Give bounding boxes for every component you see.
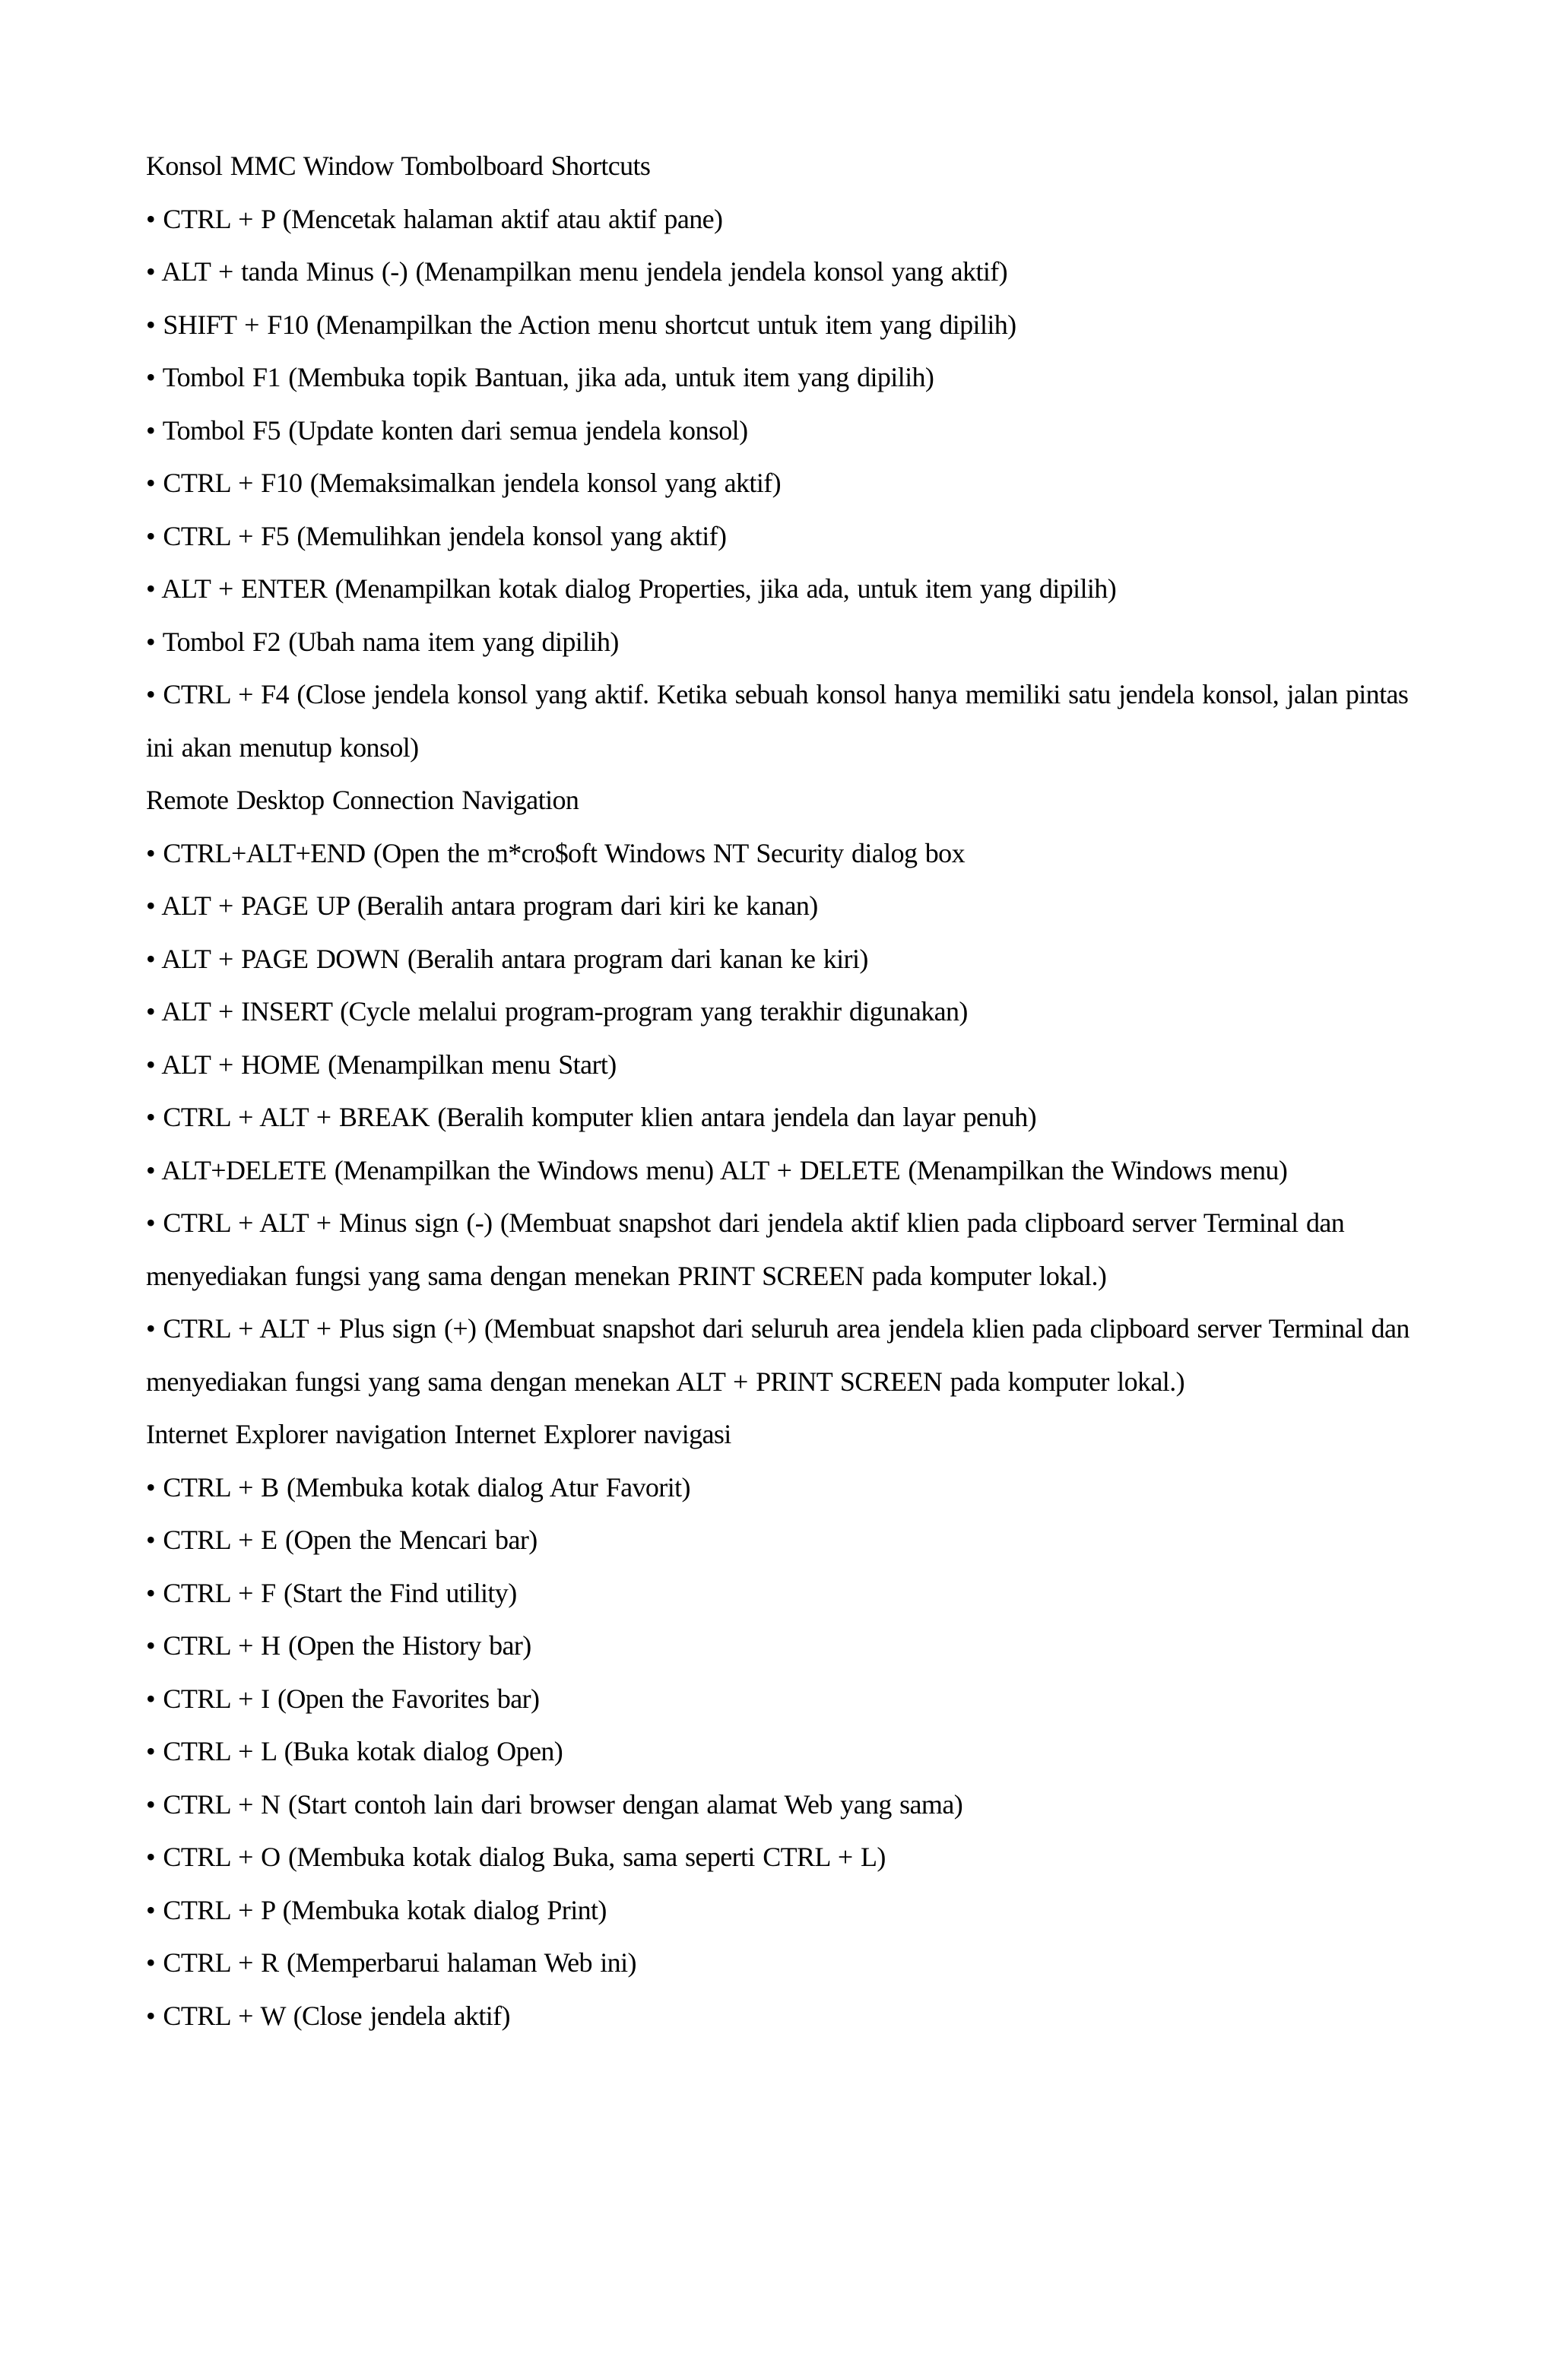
section-mmc (146, 140, 1431, 774)
list-item: • ALT + PAGE UP (Beralih antara program dari kiri ke kanan) (146, 890, 818, 921)
section-internet-explorer (146, 1408, 1431, 2042)
list-item: • CTRL + N (Start contoh lain dari browser dengan alamat Web yang sama) (146, 1788, 963, 1820)
list-item: • ALT + ENTER (Menampilkan kotak dialog Properties, jika ada, untuk item yang dipilih) (146, 573, 1117, 604)
document-page (146, 140, 1431, 2042)
list-item: • CTRL + ALT + Plus sign (+) (Membuat snapshot dari seluruh area jendela klien pada clipboard server Terminal dan menyediakan fungsi yang sama dengan menekan ALT + PRINT SCREEN pada komputer lokal.) (146, 1313, 1410, 1397)
list-item: • CTRL+ALT+END (Open the m*cro$oft Windows NT Security dialog box (146, 837, 965, 868)
list-item: • Tombol F2 (Ubah nama item yang dipilih) (146, 626, 619, 657)
list-item: • CTRL + I (Open the Favorites bar) (146, 1683, 540, 1714)
list-item: • CTRL + L (Buka kotak dialog Open) (146, 1736, 563, 1766)
section-heading: Remote Desktop Connection Navigation (146, 785, 579, 815)
section-heading: Konsol MMC Window Tombolboard Shortcuts (146, 151, 651, 181)
section-remote-desktop (146, 774, 1431, 1408)
list-item: • Tombol F1 (Membuka topik Bantuan, jika ada, untuk item yang dipilih) (146, 362, 934, 392)
list-item: • CTRL + P (Mencetak halaman aktif atau aktif pane) (146, 203, 723, 234)
list-item: • CTRL + F (Start the Find utility) (146, 1577, 517, 1608)
list-item: • CTRL + W (Close jendela aktif) (146, 2000, 510, 2031)
list-item: • CTRL + ALT + BREAK (Beralih komputer klien antara jendela dan layar penuh) (146, 1102, 1036, 1132)
list-item: • ALT + HOME (Menampilkan menu Start) (146, 1049, 617, 1080)
list-item: • CTRL + ALT + Minus sign (-) (Membuat snapshot dari jendela aktif klien pada clipboard server Terminal dan menyediakan fungsi yang sama dengan menekan PRINT SCREEN pada komputer lokal.) (146, 1207, 1345, 1291)
list-item: • CTRL + O (Membuka kotak dialog Buka, sama seperti CTRL + L) (146, 1842, 886, 1872)
list-item: • SHIFT + F10 (Menampilkan the Action menu shortcut untuk item yang dipilih) (146, 309, 1016, 340)
list-item: • ALT + tanda Minus (-) (Menampilkan menu jendela jendela konsol yang aktif) (146, 256, 1008, 287)
section-heading: Internet Explorer navigation Internet Explorer navigasi (146, 1419, 731, 1449)
list-item: • CTRL + F4 (Close jendela konsol yang aktif. Ketika sebuah konsol hanya memiliki satu jendela konsol, jalan pintas ini akan menutup konsol) (146, 679, 1409, 763)
list-item: • CTRL + R (Memperbarui halaman Web ini) (146, 1947, 636, 1978)
list-item: • Tombol F5 (Update konten dari semua jendela konsol) (146, 414, 748, 446)
list-item: • CTRL + F5 (Memulihkan jendela konsol yang aktif) (146, 520, 727, 551)
list-item: • CTRL + F10 (Memaksimalkan jendela konsol yang aktif) (146, 468, 782, 498)
list-item: • CTRL + B (Membuka kotak dialog Atur Favorit) (146, 1471, 690, 1503)
list-item: • CTRL + H (Open the History bar) (146, 1630, 531, 1661)
list-item: • CTRL + P (Membuka kotak dialog Print) (146, 1894, 607, 1925)
list-item: • ALT+DELETE (Menampilkan the Windows menu) ALT + DELETE (Menampilkan the Windows menu) (146, 1154, 1288, 1185)
list-item: • ALT + INSERT (Cycle melalui program-program yang terakhir digunakan) (146, 996, 968, 1027)
list-item: • CTRL + E (Open the Mencari bar) (146, 1525, 537, 1555)
list-item: • ALT + PAGE DOWN (Beralih antara program dari kanan ke kiri) (146, 943, 868, 974)
